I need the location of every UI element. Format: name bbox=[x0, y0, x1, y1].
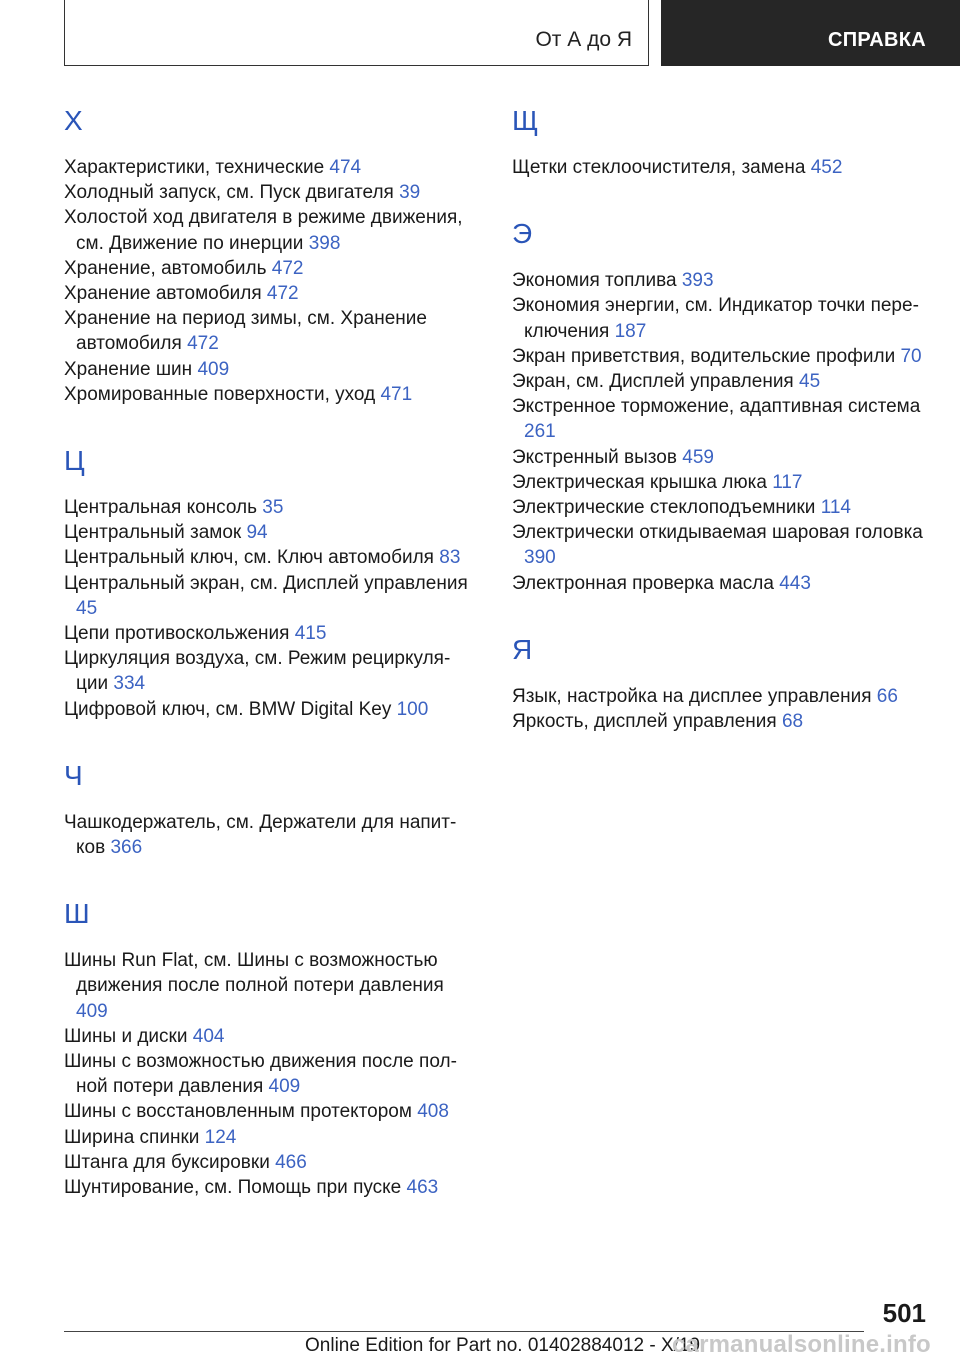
index-entry-text: Холостой ход двигателя в режиме движения, см. Движение по инерции bbox=[64, 207, 463, 254]
index-page-link[interactable]: 459 bbox=[682, 446, 714, 468]
index-entry bbox=[512, 344, 932, 369]
index-entry-text: Хранение шин bbox=[64, 358, 198, 380]
index-entry bbox=[64, 281, 469, 306]
index-page-link[interactable]: 35 bbox=[262, 497, 284, 519]
index-page-link[interactable]: 117 bbox=[772, 471, 803, 493]
index-entry bbox=[64, 520, 469, 545]
index-page-link[interactable]: 100 bbox=[396, 698, 429, 720]
index-page-link[interactable]: 466 bbox=[275, 1151, 307, 1173]
index-page-link[interactable]: 83 bbox=[439, 547, 461, 569]
index-page-link[interactable]: 393 bbox=[681, 270, 714, 292]
index-page-link[interactable]: 45 bbox=[76, 597, 98, 619]
index-page-link[interactable]: 261 bbox=[524, 421, 556, 443]
index-entry bbox=[64, 810, 469, 860]
index-entry-text: Характеристики, технические bbox=[64, 157, 330, 178]
index-letter-group bbox=[64, 755, 469, 860]
index-page-link[interactable]: 415 bbox=[294, 623, 327, 645]
index-entry-text: Холодный запуск, см. Пуск двигателя bbox=[64, 182, 400, 204]
index-entry-text: Чашкодержатель, см. Держатели для напитков bbox=[64, 811, 457, 859]
index-page-link[interactable]: 70 bbox=[900, 345, 922, 367]
index-page-link[interactable]: 398 bbox=[308, 232, 341, 254]
index-column-left bbox=[64, 100, 469, 1233]
index-entry bbox=[64, 382, 469, 407]
index-entry-text: Экран, см. Дисплей управления bbox=[512, 371, 799, 393]
index-page-link[interactable]: 39 bbox=[399, 182, 421, 204]
index-page-link[interactable]: 472 bbox=[271, 257, 304, 279]
index-letter-heading: Щ bbox=[512, 105, 539, 136]
index-page-link[interactable]: 334 bbox=[113, 673, 146, 695]
index-entry bbox=[64, 357, 469, 382]
index-entry-text: Центральная консоль bbox=[64, 497, 263, 519]
index-letter-group bbox=[64, 440, 469, 722]
index-letter-heading: Я bbox=[512, 633, 533, 665]
index-entry bbox=[64, 1099, 469, 1124]
index-page-link[interactable]: 409 bbox=[197, 358, 230, 380]
index-entry bbox=[64, 180, 469, 205]
index-entry-text: Электрическая крышка люка bbox=[512, 471, 773, 493]
watermark: carmanualsonline.info bbox=[672, 1331, 931, 1358]
index-letter-group bbox=[64, 893, 469, 1200]
index-entry bbox=[64, 621, 469, 646]
index-entry-text: Шины и диски bbox=[64, 1025, 193, 1047]
page-number: 501 bbox=[882, 1298, 926, 1328]
index-entry-text: Штанга для буксировки bbox=[64, 1151, 276, 1173]
index-page-link[interactable]: 114 bbox=[820, 497, 851, 519]
index-entry bbox=[64, 1150, 469, 1175]
index-entry bbox=[64, 646, 469, 696]
index-entry bbox=[512, 293, 932, 343]
edition-text: Online Edition for Part no. 01402884012 - X/19 bbox=[305, 1335, 701, 1356]
index-letter-heading: Х bbox=[64, 105, 83, 136]
index-entry-text: Экономия топлива bbox=[512, 270, 682, 292]
index-entry-text: Электронная проверка масла bbox=[512, 572, 780, 594]
index-page-link[interactable]: 366 bbox=[110, 837, 143, 859]
index-page-link[interactable]: 471 bbox=[380, 383, 413, 405]
index-entry bbox=[64, 155, 469, 180]
index-entry-text: Центральный замок bbox=[64, 522, 247, 544]
index-page-link[interactable]: 390 bbox=[524, 547, 556, 569]
index-entry bbox=[64, 1175, 469, 1200]
index-letter-group bbox=[64, 100, 469, 407]
index-entry-text: Циркуляция воздуха, см. Режим рециркуляции bbox=[64, 648, 451, 695]
index-entry bbox=[512, 445, 932, 470]
index-page-link[interactable]: 452 bbox=[810, 157, 843, 178]
index-entry bbox=[512, 155, 932, 180]
index-entry-text: Ширина спинки bbox=[64, 1126, 205, 1148]
index-entry-text: Яркость, дисплей управления bbox=[512, 711, 782, 733]
index-entry bbox=[512, 470, 932, 495]
index-entry-text: Экстренное торможение, адаптивная система bbox=[512, 396, 921, 418]
index-letter-heading: Ш bbox=[64, 898, 90, 930]
index-page-link[interactable]: 124 bbox=[204, 1126, 237, 1148]
index-entry bbox=[64, 205, 469, 255]
index-page-link[interactable]: 68 bbox=[781, 711, 804, 733]
index-letter-group bbox=[512, 629, 932, 734]
index-page-link[interactable]: 94 bbox=[246, 522, 268, 544]
index-entry-text: Язык, настройка на дисплее управления bbox=[512, 685, 877, 707]
index-entry-text: Экстренный вызов bbox=[512, 446, 683, 468]
index-page-link[interactable]: 472 bbox=[266, 283, 299, 305]
index-entry-text: Шунтирование, см. Помощь при пуске bbox=[64, 1177, 407, 1199]
index-entry-text: Хранение, автомобиль bbox=[64, 257, 272, 279]
index-entry-text: Центральный ключ, см. Ключ автомобиля bbox=[64, 547, 440, 569]
index-page-link[interactable]: 472 bbox=[187, 333, 219, 355]
index-entry bbox=[512, 369, 932, 394]
index-entry bbox=[64, 1125, 469, 1150]
section-label: От А до Я bbox=[535, 27, 632, 51]
index-entry-text: Хранение на период зимы, см. Хранение автомобиля bbox=[64, 308, 427, 355]
index-letter-group bbox=[512, 100, 932, 180]
index-page-link[interactable]: 45 bbox=[799, 371, 821, 393]
index-entry-text: Шины с восстановленным протектором bbox=[64, 1101, 418, 1123]
index-entry-text: Шины Run Flat, см. Шины с возможностью движения после полной потери давления bbox=[64, 950, 444, 997]
index-entry bbox=[512, 709, 932, 734]
index-page-link[interactable]: 187 bbox=[614, 320, 647, 342]
index-page-link[interactable]: 409 bbox=[76, 1000, 108, 1022]
index-entry bbox=[64, 495, 469, 520]
index-entry-text: Хранение автомобиля bbox=[64, 283, 267, 305]
index-entry bbox=[512, 495, 932, 520]
index-entry bbox=[512, 571, 932, 596]
index-page-link[interactable]: 66 bbox=[876, 685, 898, 707]
chapter-label: СПРАВКА bbox=[827, 28, 926, 51]
index-entry bbox=[512, 394, 932, 444]
index-entry bbox=[64, 948, 469, 1024]
index-entry bbox=[64, 571, 469, 621]
index-entry-text: Центральный экран, см. Дисплей управления bbox=[64, 572, 468, 594]
index-page-link[interactable]: 474 bbox=[329, 157, 362, 178]
index-entry bbox=[64, 1024, 469, 1049]
index-entry-text: Хромированные поверхности, уход bbox=[64, 383, 381, 405]
index-entry-text: Экономия энергии, см. Индикатор точки переключения bbox=[512, 295, 919, 342]
index-entry bbox=[64, 545, 469, 570]
index-letter-heading: Ц bbox=[64, 445, 85, 477]
index-entry bbox=[512, 520, 932, 570]
index-entry-text: Цифровой ключ, см. BMW Digital Key bbox=[64, 698, 397, 720]
header-chapter-tab bbox=[661, 0, 960, 66]
index-page-link[interactable]: 463 bbox=[406, 1177, 439, 1199]
index-page-link[interactable]: 404 bbox=[192, 1025, 225, 1047]
index-letter-group bbox=[512, 213, 932, 596]
index-entry-text: Цепи противоскольжения bbox=[64, 623, 295, 645]
index-entry bbox=[64, 306, 469, 356]
index-entry-text: Электрические стеклоподъемники bbox=[512, 497, 821, 519]
index-entry-text: Экран приветствия, водительские профили bbox=[512, 345, 901, 367]
index-entry bbox=[64, 1049, 469, 1099]
index-letter-heading: Э bbox=[512, 218, 533, 250]
index-entry-text: Щетки стеклоочистителя, замена bbox=[512, 157, 811, 178]
index-page-link[interactable]: 409 bbox=[268, 1076, 301, 1098]
index-entry-text: Электрически откидываемая шаровая головка bbox=[512, 522, 923, 544]
index-entry bbox=[512, 268, 932, 293]
index-letter-heading: Ч bbox=[64, 759, 83, 791]
index-column-right bbox=[512, 100, 932, 767]
index-entry-text: Шины с возможностью движения после полной потери давления bbox=[64, 1051, 457, 1098]
index-page-link[interactable]: 443 bbox=[779, 572, 811, 594]
index-entry bbox=[64, 697, 469, 722]
index-entry bbox=[64, 256, 469, 281]
index-entry bbox=[512, 684, 932, 709]
index-page-link[interactable]: 408 bbox=[417, 1101, 449, 1123]
header-section-tab bbox=[64, 0, 649, 66]
